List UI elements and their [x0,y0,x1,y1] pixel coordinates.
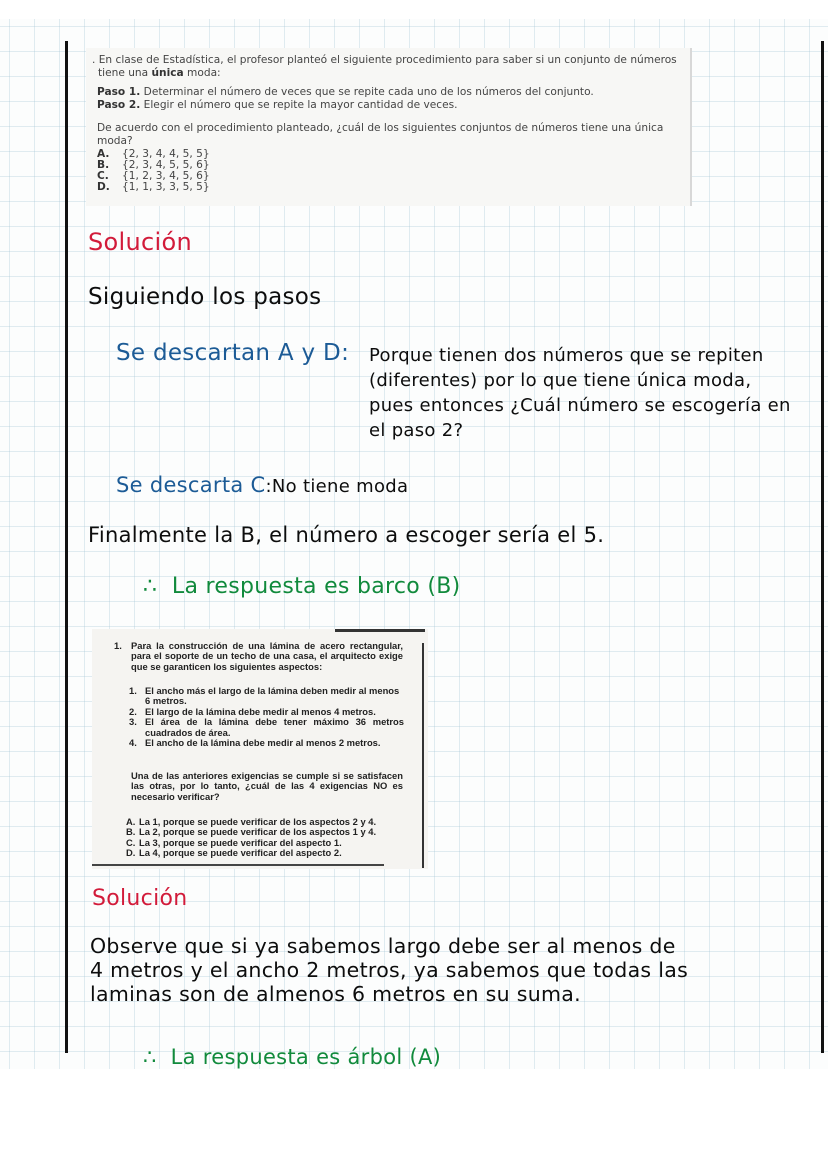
answer-option-d [126,848,376,858]
clip-bottom-border [92,864,384,866]
reason-line: Porque tienen dos números que se repiten [369,345,764,366]
aspect-3 [129,717,404,738]
body-line: laminas son de almenos 6 metros en su suma. [90,982,581,1006]
option-value: {2, 3, 4, 4, 5, 5} [122,148,210,160]
solution-2-heading: Solución [92,886,188,911]
problem-2-answers [126,817,376,859]
aspect-number: 1. [129,685,137,696]
aspect-text: El ancho de la lámina debe medir al menos 2 metros. [145,737,381,749]
problem-2-question [131,771,403,802]
procedure-steps [97,86,594,111]
problem-1-question: De acuerdo con el procedimiento planteado, ¿cuál de los siguientes conjuntos de números tiene una única moda? [97,122,664,147]
discard-c-reason: :No tiene moda [265,476,409,497]
discard-c-label: Se descarta C [116,473,266,497]
reason-line: pues entonces ¿Cuál número se escogería en [369,395,791,416]
intro-text: . En clase de Estadística, el profesor planteó el siguiente procedimiento para saber si un conjunto de números [92,54,677,66]
discard-a-d-reason [369,343,791,443]
option-value: {2, 3, 4, 5, 5, 6} [122,159,210,171]
option-value: {1, 1, 3, 3, 5, 5} [122,181,210,193]
aspect-text: El área de la lámina debe tener máximo 36 metros cuadrados de área. [145,716,404,738]
problem-1-options [97,149,210,193]
aspect-text: El largo de la lámina debe medir al menos 4 metros. [145,705,376,717]
step-2 [97,99,594,112]
answer-text: La 3, porque se puede verificar del aspecto 1. [139,836,342,848]
therefore-icon: ∴ [143,1045,157,1069]
intro-text: moda: [183,66,221,79]
answer-1-text: La respuesta es barco (B) [171,574,461,599]
answer-text: La 2, porque se puede verificar de los aspectos 1 y 4. [139,826,377,838]
body-line: Observe que si ya sabemos largo debe ser al menos de [90,934,676,958]
problem-1-clipping [86,48,692,206]
step-label: Paso 1. [97,86,141,98]
step-text: Elegir el número que se repite la mayor cantidad de veces. [140,98,458,111]
option-letter: C. [97,170,109,182]
left-margin-line [65,41,68,1053]
aspect-number: 4. [129,737,137,749]
step-text: Determinar el número de veces que se repite cada uno de los números del conjunto. [140,86,594,98]
answer-2-text: La respuesta es árbol (A) [170,1045,442,1069]
discard-c [116,473,408,497]
step-1 [97,86,594,99]
problem-2-number: 1. [114,640,122,651]
aspect-1 [129,686,404,707]
answer-letter: C. [126,836,136,848]
option-letter: A. [97,148,110,160]
aspect-4 [129,738,404,748]
question-bold: NO [373,780,388,792]
question-text: Una de las anteriores exigencias se cumple si se satisfacen las otras, por lo tanto, ¿cuál de las 4 exigencias [131,770,403,792]
intro-bold: única [151,66,184,79]
answer-2 [143,1045,441,1069]
option-d [97,182,210,193]
answer-letter: B. [126,826,136,838]
answer-text: La 4, porque se puede verificar del aspecto 2. [139,847,342,859]
reason-line: (diferentes) por lo que tiene única moda, [369,370,752,391]
solution-1-intro: Siguiendo los pasos [88,284,322,310]
answer-1 [143,574,461,599]
option-letter: D. [97,181,110,193]
problem-2-clipping [92,629,428,869]
aspect-number: 3. [129,716,137,728]
option-letter: B. [97,159,110,171]
problem-2-stem: Para la construcción de una lámina de acero rectangular, para el soporte de un techo de una casa, el arquitecto exige que se garanticen los siguientes aspectos: [131,640,403,672]
problem-2-aspects [129,686,404,748]
intro-text: tiene una [98,66,152,79]
problem-1-intro [92,54,687,79]
solution-2-body [90,934,688,1006]
clip-right-border [422,643,424,868]
final-statement: Finalmente la B, el número a escoger sería el 5. [88,523,605,547]
answer-text: La 1, porque se puede verificar de los aspectos 2 y 4. [139,816,377,827]
step-label: Paso 2. [97,98,141,111]
aspect-number: 2. [129,705,137,717]
solution-1-heading: Solución [88,228,192,256]
question-text: es necesario verificar? [131,780,403,802]
option-value: {1, 2, 3, 4, 5, 6} [122,170,210,182]
discard-a-d-label: Se descartan A y D: [116,340,350,366]
body-line: 4 metros y el ancho 2 metros, ya sabemos que todas las [90,958,689,982]
answer-letter: A. [126,816,136,827]
reason-line: el paso 2? [369,420,464,441]
answer-letter: D. [126,847,136,859]
therefore-icon: ∴ [143,574,158,599]
aspect-text: El ancho más el largo de la lámina deben medir al menos 6 metros. [145,685,400,707]
clip-top-border [335,629,425,632]
right-margin-line [821,41,824,1053]
